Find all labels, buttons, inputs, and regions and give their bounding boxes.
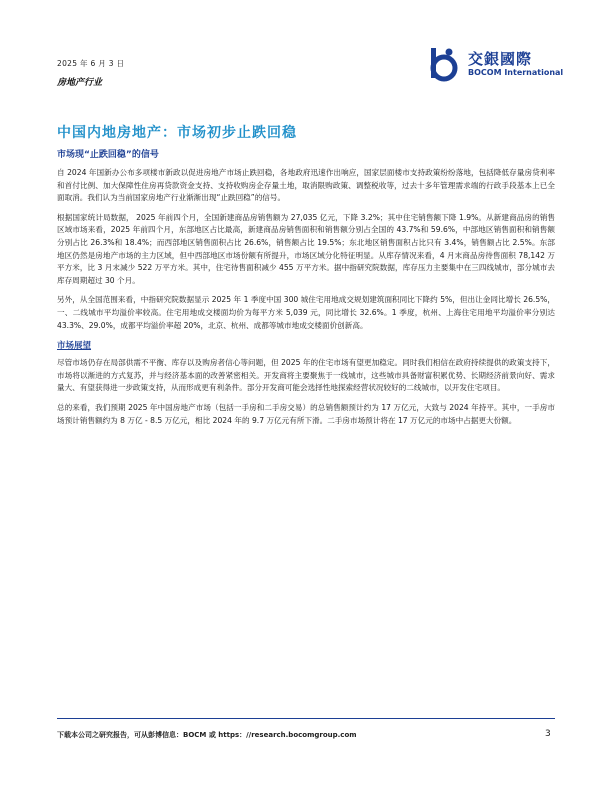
page-number: 3 bbox=[545, 729, 551, 739]
report-date: 2025 年 6 月 3 日 bbox=[57, 59, 125, 68]
footer-divider bbox=[57, 718, 555, 719]
logo-text-cn: 交銀國際 bbox=[468, 50, 533, 68]
paragraph-4: 尽管市场仍存在局部供需不平衡、库存以及购房者信心等问题，但 2025 年的住宅市场有望更加稳定。同时我们相信在政府持续提供的政策支持下，市场将以渐进的方式复苏，并与经济基本面的改善紧密相关。开发商将主要聚焦于一线城市，这些城市具备财富积累优势、长期经济前景向好、需求量大、有望获得进一步政策支持，从而形成更有利条件。部分开发商可能会选择性地探索经营状况较好的二线城市，以开发住宅项目。 bbox=[57, 358, 555, 393]
bocom-logo bbox=[426, 46, 566, 82]
paragraph-2: 根据国家统计局数据， 2025 年前四个月，全国新建商品房销售额为 27,035 亿元，下降 3.2%；其中住宅销售额下降 1.9%。从新建商品房的销售区域市场来看，2025 年前四个月，东部地区占比最高，新建商品房销售面积和销售额分别占全国的 43.7%和 59.6%，中部地区销售面积和销售额分别占比 26.3%和 18.4%；而西部地区销售面积占比 26.6%，销售额占比 19.5%；东北地区销售面积占比只有 3.4%，销售额占比 2.5%。东部地区仍然是房地产市场的主力区域，但中西部地区市场份额有所提升，市场区域分化特征明显。从库存情况来看，4 月末商品房待售面积 78,142 万平方米，比 3 月末减少 522 万平方米。其中，住宅待售面积减少 455 万平方米。据中指研究院数据，库存压力主要集中在三四线城市，部分城市去库存周期超过 30 个月。 bbox=[57, 212, 555, 285]
report-body bbox=[57, 167, 555, 434]
section-subtitle: 市场现“止跌回稳”的信号 bbox=[57, 150, 159, 160]
logo-text-en: BOCOM International bbox=[468, 68, 564, 77]
footer-text: 下载本公司之研究报告，可从彭博信息：BOCM 或 https：//research.bocomgroup.com bbox=[57, 731, 357, 739]
paragraph-1: 自 2024 年国新办公布多项楼市新政以促进房地产市场止跌回稳，各地政府迅速作出响应，国家层面楼市支持政策纷纷落地，包括降低存量房贷利率和首付比例、加大保障性住房再贷款资金支持、支持收购房企存量土地，取消限购政策、调整税收等，过去十多年管理需求端的行政手段基本上已全面取消。我们认为当前国家房地产行业渐渐出现“止跌回稳”的信号。 bbox=[57, 168, 555, 203]
header-left bbox=[57, 58, 124, 88]
industry-label: 房地产行业 bbox=[57, 78, 103, 88]
section-heading-outlook: 市场展望 bbox=[57, 341, 92, 352]
bocom-logo-icon bbox=[426, 46, 458, 82]
paragraph-5: 总的来看，我们预期 2025 年中国房地产市场（包括一手房和二手房交易）的总销售额预计约为 17 万亿元，大致与 2024 年持平。其中，一手房市场预计销售额约为 8 万亿 - 8.5 万亿元，相比 2024 年的 9.7 万亿元有所下滑。二手房市场预计将在 17 万亿元的市场中占据更大份额。 bbox=[57, 402, 555, 425]
paragraph-3: 另外，从全国范围来看，中指研究院数据显示 2025 年 1 季度中国 300 城住宅用地成交规划建筑面积同比下降约 5%，但出让金同比增长 26.5%，一、二线城市平均溢价率较高。住宅用地成交楼面均价为每平方米 5,039 元，同比增长 32.6%。1 季度，杭州、上海住宅用地平均溢价率分别达 43.3%、29.0%，成都平均溢价率超 20%，北京、杭州、成都等城市地成交楼面价创新高。 bbox=[57, 295, 555, 330]
page-title: 中国内地房地产：市场初步止跌回稳 bbox=[57, 125, 297, 141]
